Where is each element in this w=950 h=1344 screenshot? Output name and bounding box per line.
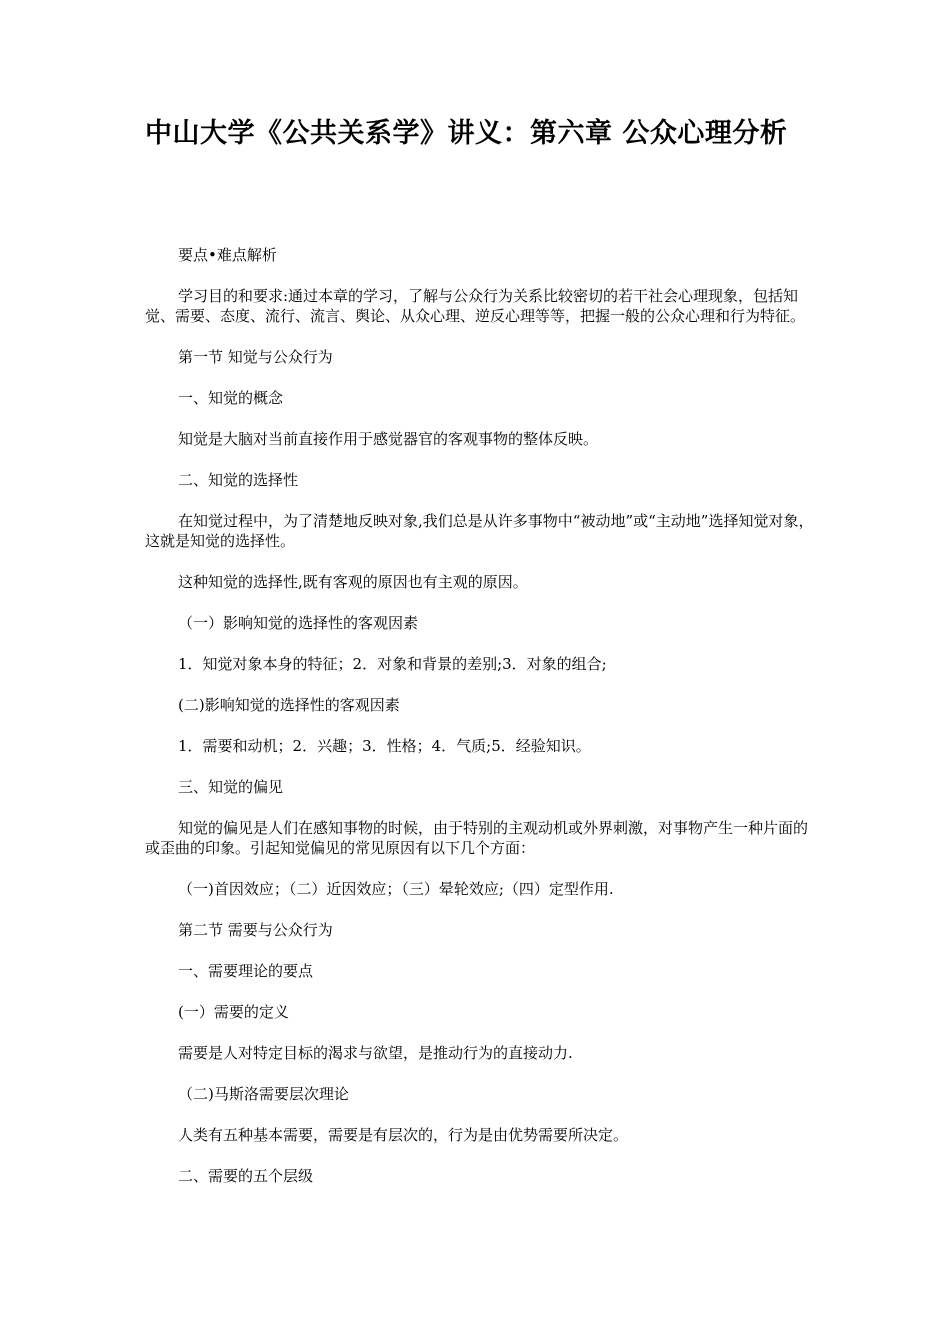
paragraph-need-definition: 需要是人对特定目标的渴求与欲望，是推动行为的直接动力. (178, 1044, 573, 1062)
subheading-perception-concept: 一、知觉的概念 (178, 389, 284, 407)
paragraph-perception-definition: 知觉是大脑对当前直接作用于感觉器官的客观事物的整体反映。 (178, 430, 599, 448)
subheading-perception-bias: 三、知觉的偏见 (178, 778, 284, 796)
paragraph-perception-bias: 知觉的偏见是人们在感知事物的时候，由于特别的主观动机或外界刺激，对事物产生一种片面的或歪曲的印象。引起知觉偏见的常见原因有以下几个方面： (145, 819, 809, 857)
subheading-need-definition: (一）需要的定义 (178, 1003, 289, 1021)
list-objective-factors: 1．知觉对象本身的特征；2．对象和背景的差别;3．对象的组合; (178, 655, 607, 673)
paragraph-key-points: 要点•难点解析 (178, 246, 277, 264)
subheading-subjective-factors: (二)影响知觉的选择性的客观因素 (178, 696, 400, 714)
document-title: 中山大学《公共关系学》讲义：第六章 公众心理分析 (145, 118, 788, 149)
subheading-five-levels: 二、需要的五个层级 (178, 1167, 314, 1185)
paragraph-selectivity-causes: 这种知觉的选择性,既有客观的原因也有主观的原因。 (178, 573, 528, 591)
paragraph-selectivity-definition: 在知觉过程中，为了清楚地反映对象,我们总是从许多事物中“被动地”或“主动地”选择知觉对象，这就是知觉的选择性。 (145, 512, 814, 550)
section-heading-2: 第二节 需要与公众行为 (178, 921, 333, 939)
paragraph-learning-goals: 学习目的和要求:通过本章的学习，了解与公众行为关系比较密切的若干社会心理现象，包括知觉、需要、态度、流行、流言、舆论、从众心理、逆反心理等等，把握一般的公众心理和行为特征。 (145, 287, 806, 325)
subheading-perception-selectivity: 二、知觉的选择性 (178, 471, 299, 489)
subheading-maslow: （二)马斯洛需要层次理论 (178, 1085, 349, 1103)
section-heading-1: 第一节 知觉与公众行为 (178, 348, 333, 366)
list-bias-effects: （一)首因效应；（二）近因效应；（三）晕轮效应;（四）定型作用. (178, 880, 614, 898)
subheading-need-theory: 一、需要理论的要点 (178, 962, 314, 980)
list-subjective-factors: 1．需要和动机；2．兴趣；3．性格；4．气质;5．经验知识。 (178, 737, 591, 755)
subheading-objective-factors: （一）影响知觉的选择性的客观因素 (178, 614, 419, 632)
document-body (145, 245, 815, 1207)
paragraph-maslow: 人类有五种基本需要，需要是有层次的，行为是由优势需要所决定。 (178, 1126, 629, 1144)
